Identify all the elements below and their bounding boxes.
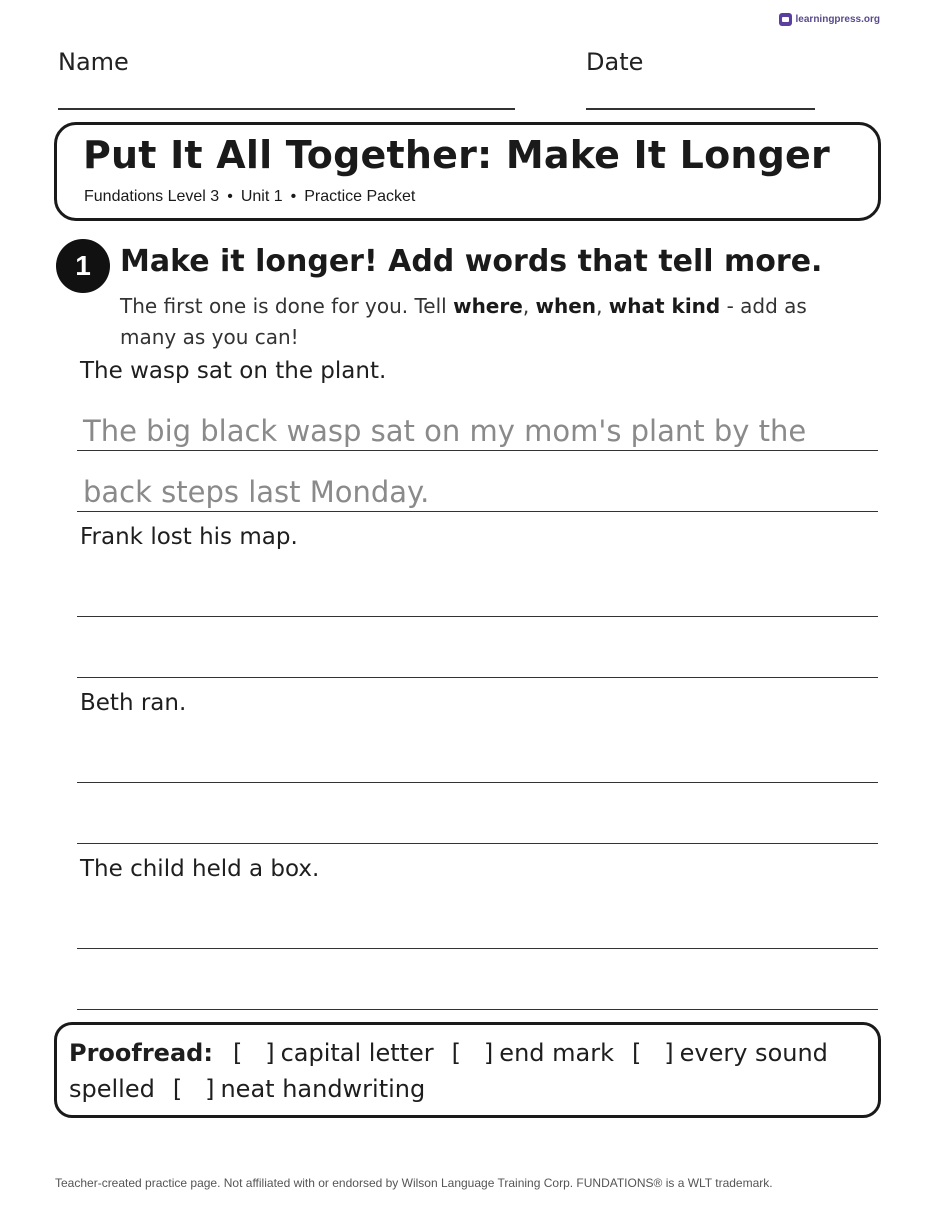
check-label-neat-handwriting: neat handwriting: [220, 1075, 426, 1103]
item-prompt-1: The wasp sat on the plant.: [80, 358, 387, 384]
page-subtitle: Fundations Level 3 • Unit 1 • Practice Packet: [84, 188, 416, 205]
writing-line[interactable]: [77, 450, 878, 451]
check-label-every-sound: every sound spelled: [69, 1039, 828, 1103]
example-answer-line-1: The big black wasp sat on my mom's plant by the: [83, 414, 807, 448]
writing-line[interactable]: [77, 616, 878, 617]
writing-line[interactable]: [77, 1009, 878, 1010]
writing-line[interactable]: [77, 511, 878, 512]
section-heading: Make it longer! Add words that tell more.: [120, 244, 823, 279]
checkbox-end-mark[interactable]: [ ]: [451, 1039, 494, 1067]
name-line[interactable]: [58, 108, 515, 110]
check-label-capital-letter: capital letter: [280, 1039, 434, 1067]
date-label: Date: [586, 48, 644, 76]
footer-disclaimer: Teacher-created practice page. Not affiliated with or endorsed by Wilson Language Training Corp. FUNDATIONS® is a WLT trademark.: [55, 1176, 773, 1190]
proofread-box: [54, 1022, 881, 1118]
checkbox-neat-handwriting[interactable]: [ ]: [172, 1075, 215, 1103]
step-number-badge: 1: [56, 239, 110, 293]
page-title: Put It All Together: Make It Longer: [83, 133, 830, 177]
checkbox-every-sound[interactable]: [ ]: [632, 1039, 674, 1067]
book-icon: [779, 13, 792, 26]
writing-line[interactable]: [77, 782, 878, 783]
brand-text: learningpress.org: [795, 14, 880, 25]
check-label-end-mark: end mark: [499, 1039, 614, 1067]
item-prompt-3: Beth ran.: [80, 690, 187, 716]
subtitle-packet: Practice Packet: [304, 188, 416, 205]
brand-logo: [779, 13, 880, 26]
title-box: [54, 122, 881, 221]
instructions: The first one is done for you. Tell where, when, what kind - add as many as you can!: [120, 294, 807, 349]
writing-line[interactable]: [77, 948, 878, 949]
item-prompt-4: The child held a box.: [80, 856, 320, 882]
checkbox-capital-letter[interactable]: [ ]: [232, 1039, 275, 1067]
example-answer-line-2: back steps last Monday.: [83, 475, 430, 509]
item-prompt-2: Frank lost his map.: [80, 524, 298, 550]
writing-line[interactable]: [77, 843, 878, 844]
subtitle-level: Fundations Level 3: [84, 188, 220, 205]
proofread-label: Proofread:: [69, 1039, 213, 1067]
name-label: Name: [58, 48, 129, 76]
writing-line[interactable]: [77, 677, 878, 678]
date-line[interactable]: [586, 108, 815, 110]
subtitle-unit: Unit 1: [240, 188, 283, 205]
